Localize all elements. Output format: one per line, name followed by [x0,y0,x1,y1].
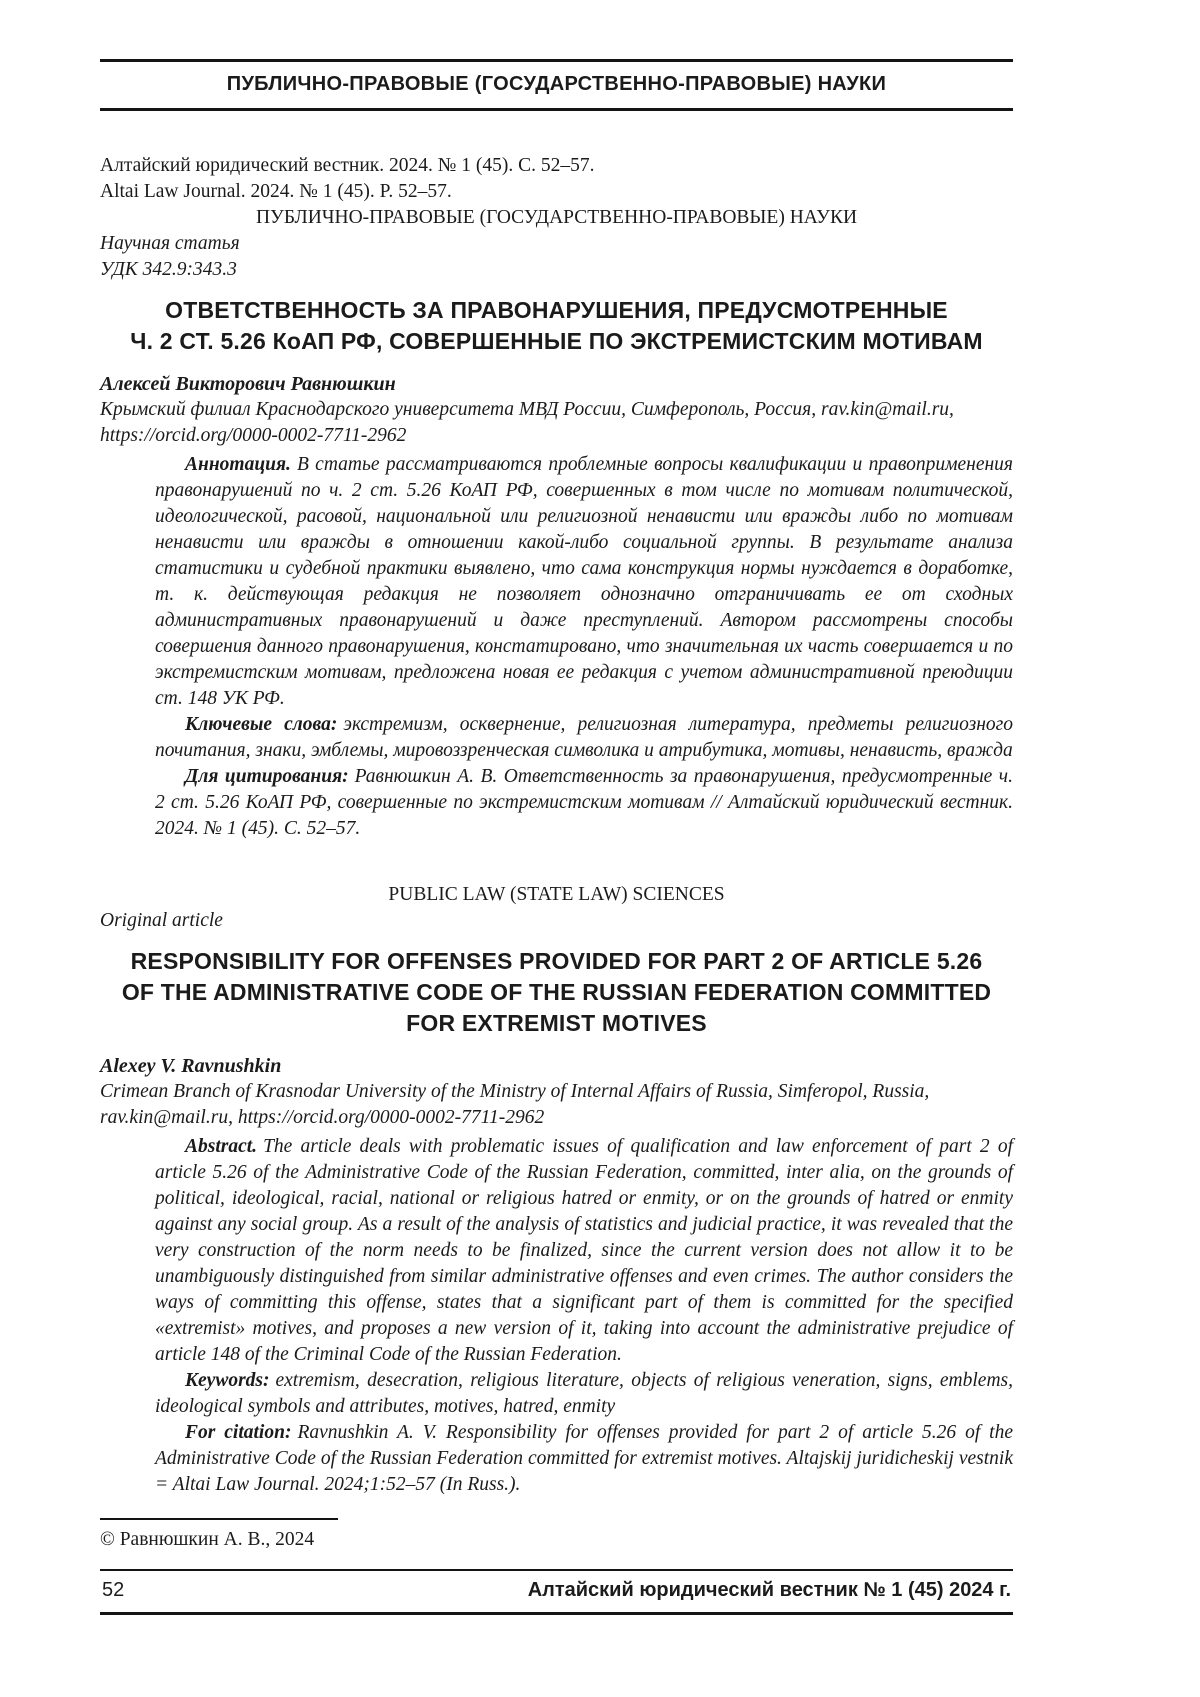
copyright-text: © Равнюшкин А. В., 2024 [100,1529,315,1550]
keywords-text-ru: экстремизм, осквернение, религиозная литература, предметы религиозного почитания, знаки, эмблемы, мировоззренческая символика и атрибутика, мотивы, ненависть, вражда [155,714,1013,761]
copyright-block [100,1518,1013,1553]
section-name-en: PUBLIC LAW (STATE LAW) SCIENCES [388,884,725,905]
keywords-label-en: Keywords: [185,1370,270,1391]
journal-ref-ru: Алтайский юридический вестник. 2024. № 1 (45). С. 52–57. [100,155,595,176]
author-name-en: Alexey V. Ravnushkin [100,1055,282,1077]
header-rule-bottom [100,108,1013,111]
abstract-text-en: The article deals with problematic issues of qualification and law enforcement of part 2 of article 5.26 of the Administrative Code of the Russian Federation, committed, inter alia, on the grounds of political, ideological, racial, national or religious hatred or enmity, or on the grounds of hatred or enmity against any social group. As a result of the analysis of statistics and judicial practice, it was revealed that the very construction of the norm needs to be finalized, since the current version does not allow it to be unambiguously distinguished from similar administrative offenses and even crimes. The author considers the ways of committing this offense, states that a significant part of them is committed for the specified «extremist» motives, and proposes a new version of it, taking into account the administrative prejudice of article 148 of the Criminal Code of the Russian Federation. [155,1136,1013,1365]
keywords-text-en: extremism, desecration, religious literature, objects of religious veneration, signs, emblems, ideological symbols and attributes, motives, hatred, enmity [155,1370,1013,1417]
journal-ref-en: Altai Law Journal. 2024. № 1 (45). P. 52–57. [100,181,452,202]
footer-journal-title: Алтайский юридический вестник № 1 (45) 2024 г. [527,1579,1011,1601]
abstract-block-ru [100,452,1013,842]
page-number: 52 [102,1579,125,1601]
article-type-ru: Научная статья [100,233,240,254]
keywords-para-ru [155,712,1013,764]
citation-label-ru: Для цитирования: [185,766,349,787]
abstract-text-ru: В статье рассматриваются проблемные вопросы квалификации и правоприменения правонарушений по ч. 2 ст. 5.26 КоАП РФ, совершенных в том числе по мотивам политической, идеологической, расовой, национальной или религиозной ненависти или вражды либо по мотивам ненависти или вражды в отношении какой-либо социальной группы. В результате анализа статистики и судебной практики выявлено, что сама конструкция нормы нуждается в доработке, т. к. действующая редакция не позволяет однозначно отграничивать ее от сходных административных правонарушений и даже преступлений. Автором рассмотрены способы совершения данного правонарушения, констатировано, что значительная их часть совершается и по экстремистским мотивам, предложена новая ее редакция с учетом административной преюдиции ст. 148 УК РФ. [155,454,1013,709]
citation-text-en: Ravnushkin A. V. Responsibility for offenses provided for part 2 of article 5.26 of the Administrative Code of the Russian Federation committed for extremist motives. Altajskij juridicheskij vestnik = Altai Law Journal. 2024;1:52–57 (In Russ.). [155,1422,1014,1495]
keywords-label-ru: Ключевые слова: [185,714,338,735]
page-footer [100,1569,1013,1615]
title-ru-line-2: Ч. 2 СТ. 5.26 КоАП РФ, СОВЕРШЕННЫЕ ПО ЭКСТРЕМИСТСКИМ МОТИВАМ [130,328,983,354]
citation-para-ru [155,764,1013,842]
article-title-ru [100,295,1013,357]
abstract-label-en: Abstract. [185,1136,258,1157]
author-name-ru: Алексей Викторович Равнюшкин [100,373,396,395]
footer-row [100,1571,1013,1612]
article-meta [100,153,1013,283]
abstract-para-ru [155,452,1013,712]
citation-label-en: For citation: [185,1422,292,1443]
affiliation-ru: Крымский филиал Краснодарского университета МВД России, Симферополь, Россия, rav.kin@mail.ru, https://orcid.org/0000-0002-7711-2962 [100,399,954,446]
citation-text-ru: Равнюшкин А. В. Ответственность за правонарушения, предусмотренные ч. 2 ст. 5.26 КоАП РФ, совершенные по экстремистским мотивам // Алтайский юридический вестник. 2024. № 1 (45). С. 52–57. [155,766,1013,839]
abstract-label-ru: Аннотация. [185,454,291,475]
article-type-en: Original article [100,910,223,931]
footer-rule-bottom [100,1612,1013,1615]
copyright-rule [100,1518,338,1520]
abstract-block-en [100,1134,1013,1498]
citation-para-en [155,1420,1013,1498]
english-section [100,882,1013,1498]
title-en-line-1: RESPONSIBILITY FOR OFFENSES PROVIDED FOR PART 2 OF ARTICLE 5.26 [130,948,983,974]
article-title-en [100,946,1013,1039]
title-en-line-2: OF THE ADMINISTRATIVE CODE OF THE RUSSIAN FEDERATION COMMITTED [121,979,992,1005]
udc-number: УДК 342.9:343.3 [100,259,237,280]
title-en-line-3: FOR EXTREMIST MOTIVES [406,1010,707,1036]
affiliation-en: Crimean Branch of Krasnodar University of the Ministry of Internal Affairs of Russia, Simferopol, Russia, rav.kin@mail.ru, https://orcid.org/0000-0002-7711-2962 [100,1081,930,1128]
section-name-ru: ПУБЛИЧНО-ПРАВОВЫЕ (ГОСУДАРСТВЕННО-ПРАВОВЫЕ) НАУКИ [255,207,858,228]
page-header [100,0,1013,111]
abstract-para-en [155,1134,1013,1368]
journal-page [100,0,1013,1615]
running-head: ПУБЛИЧНО-ПРАВОВЫЕ (ГОСУДАРСТВЕННО-ПРАВОВЫЕ) НАУКИ [226,73,887,95]
title-ru-line-1: ОТВЕТСТВЕННОСТЬ ЗА ПРАВОНАРУШЕНИЯ, ПРЕДУСМОТРЕННЫЕ [165,297,948,323]
keywords-para-en [155,1368,1013,1420]
